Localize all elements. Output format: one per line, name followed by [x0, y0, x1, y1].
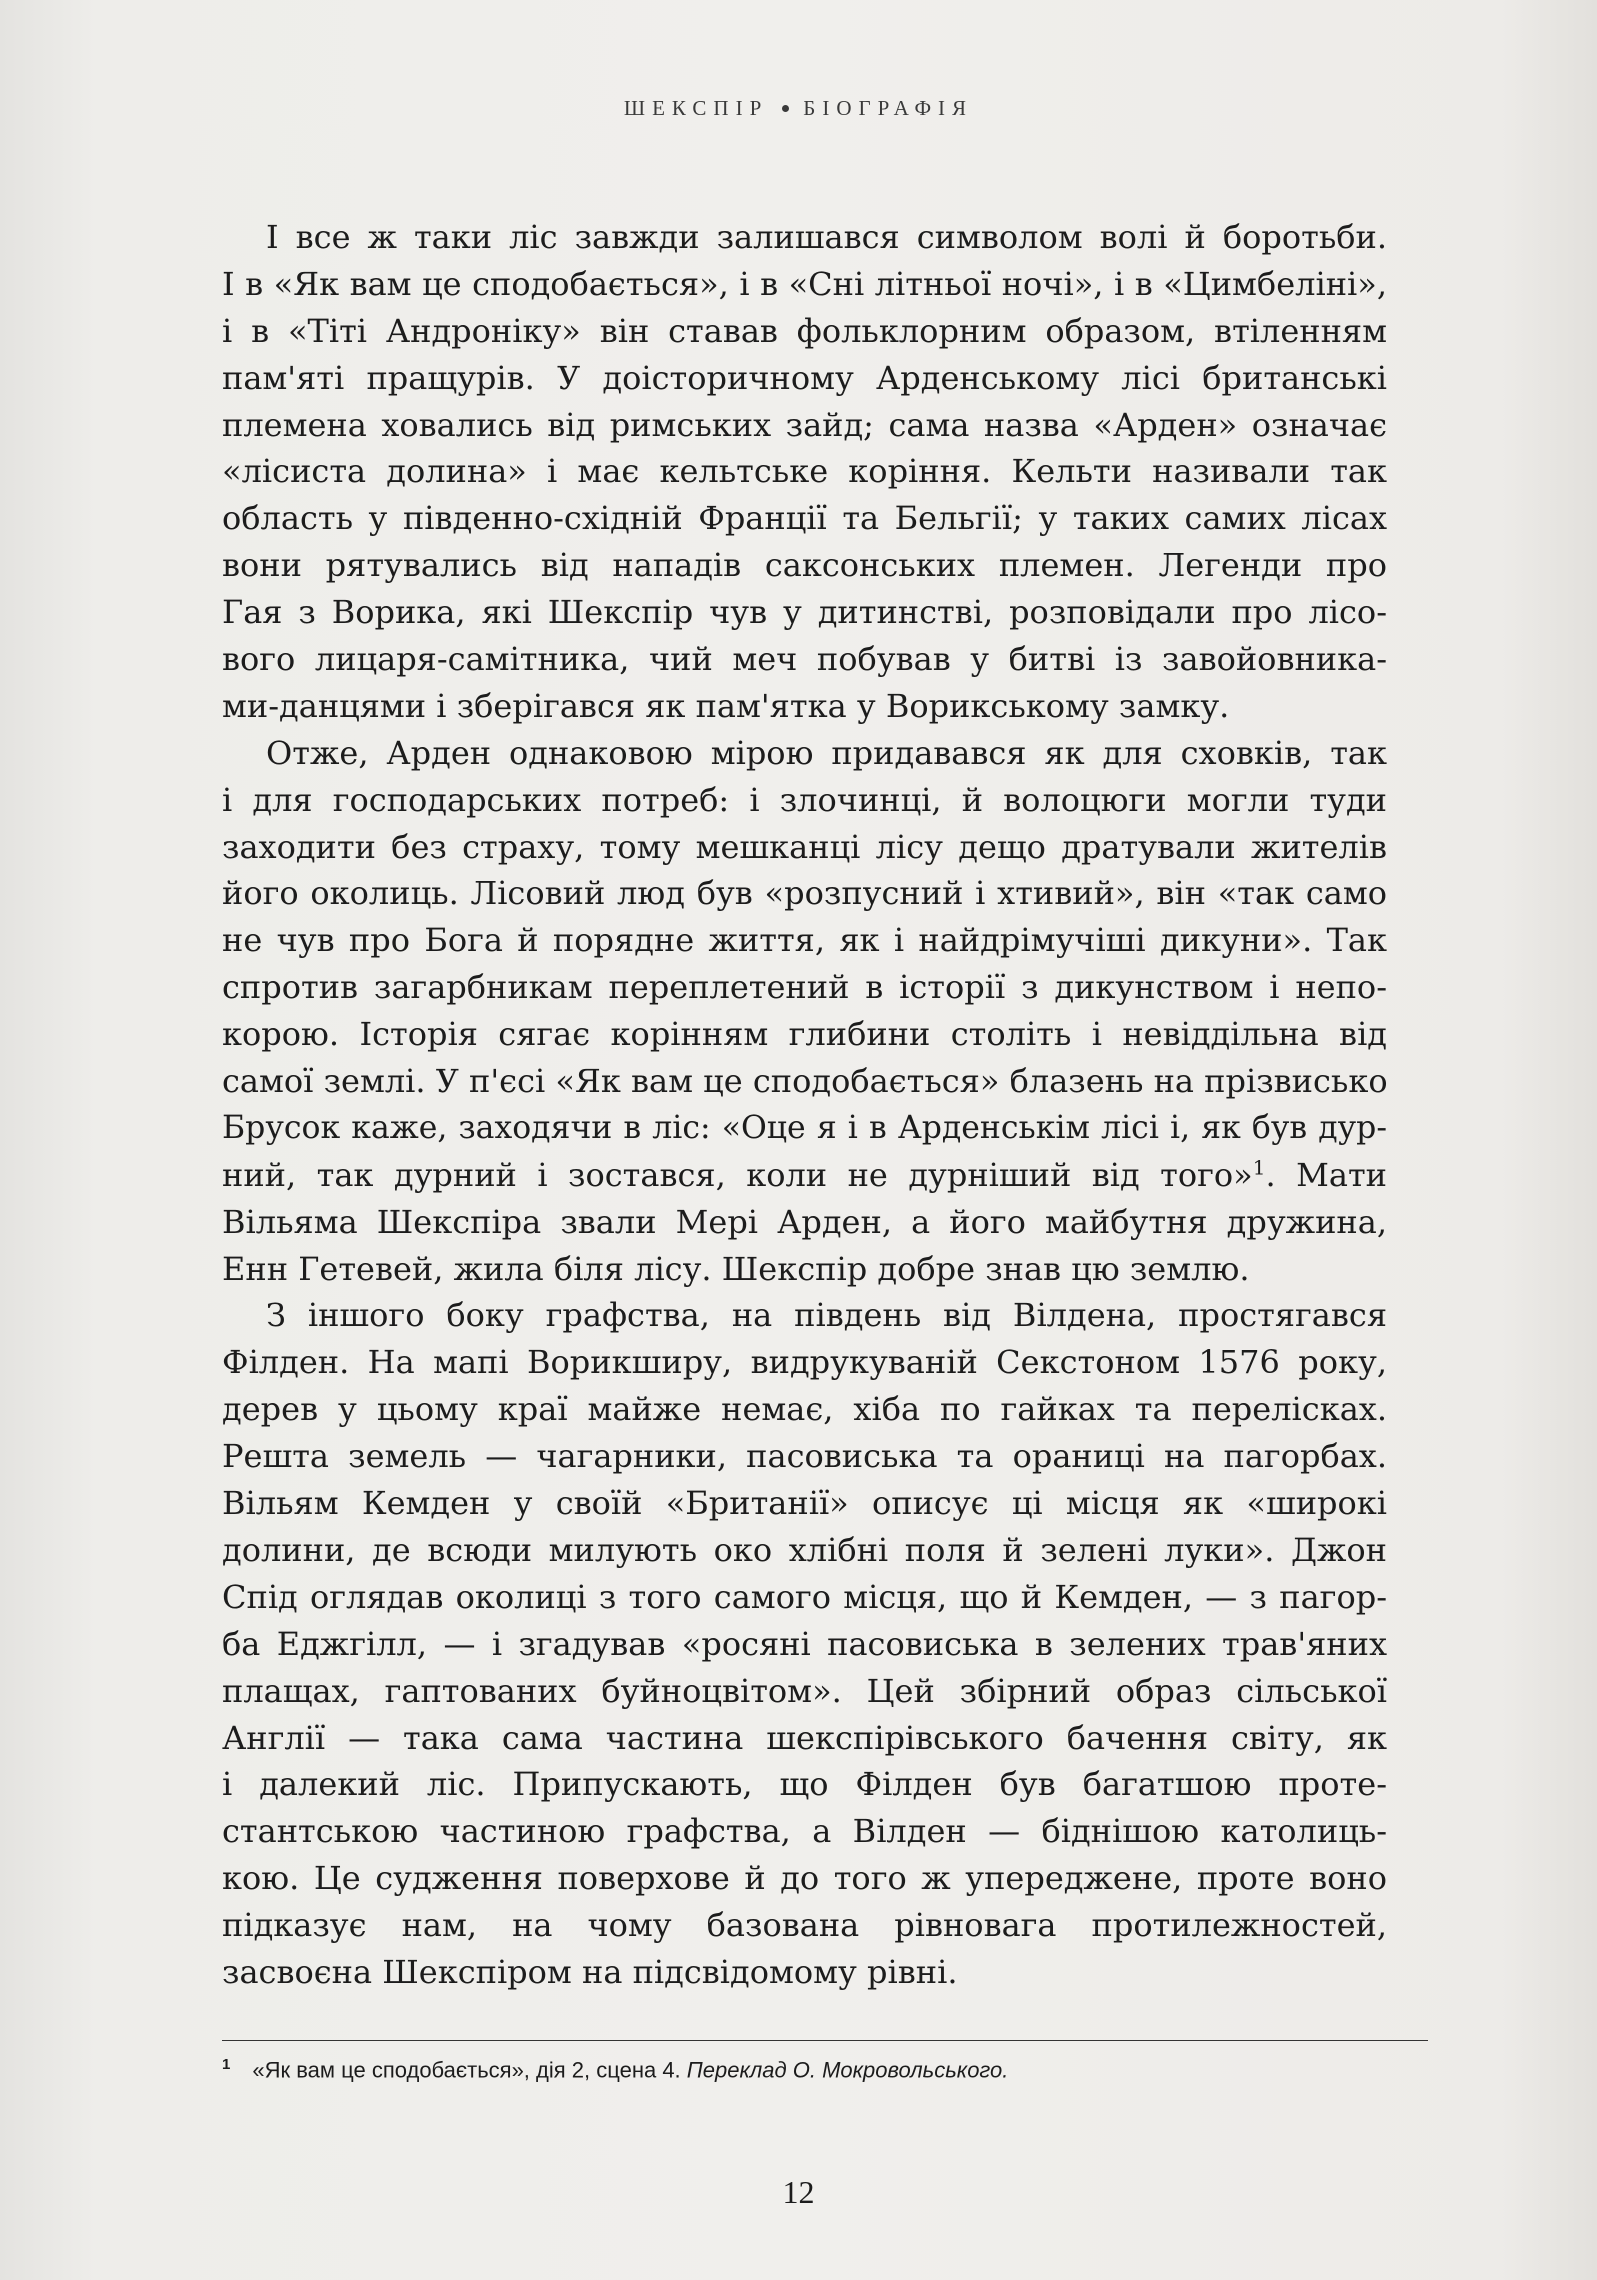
text-line: «лісиста долина» і має кельтське коріння. Кельти називали так: [222, 452, 1387, 491]
text-line: область у південно-східній Франції та Бельгії; у таких самих лісах: [222, 499, 1387, 538]
text-line: плащах, гаптованих буйноцвітом». Цей збірний образ сільської: [222, 1671, 1387, 1710]
text-fragment: ний, так дурний і зостався, коли не дурніший від того»: [222, 1155, 1253, 1194]
text-line: стантською частиною графства, а Вілден — біднішою католиць-: [222, 1812, 1387, 1851]
text-line: ми-данцями і зберігався як пам'ятка у Ворикському замку.: [222, 686, 1230, 725]
text-line: заходити без страху, тому мешканці лісу дещо дратували жителів: [222, 827, 1387, 866]
text-line: його околиць. Лісовий люд був «розпусний і хтивий», він «так само: [222, 874, 1387, 913]
page-number: 12: [782, 2174, 815, 2210]
text-line: спротив загарбникам переплетений в історії з дикунством і непо-: [222, 968, 1387, 1007]
text-line: З іншого боку графства, на південь від Вілдена, простягався: [266, 1296, 1387, 1335]
paragraph-3: [222, 1292, 1387, 1995]
text-line: Отже, Арден однаковою мірою придавався як для сховків, так: [266, 733, 1387, 772]
footnote-number: 1: [222, 2056, 231, 2073]
text-line: долини, де всюди милують око хлібні поля й зелені луки». Джон: [222, 1530, 1387, 1569]
paragraph-1: [222, 214, 1387, 730]
text-line: племена ховались від римських зайд; сама назва «Арден» означає: [222, 405, 1387, 444]
text-line: Енн Гетевей, жила біля лісу. Шекспір добре знав цю землю.: [222, 1249, 1250, 1288]
text-line: Решта земель — чагарники, пасовиська та ораниці на пагорбах.: [222, 1437, 1387, 1476]
text-line: корою. Історія сягає корінням глибини століть і невіддільна від: [222, 1015, 1387, 1054]
text-line: ба Еджгілл, — і згадував «росяні пасовиська в зелених трав'яних: [222, 1624, 1387, 1663]
text-line: І все ж таки ліс завжди залишався символом волі й боротьби.: [266, 218, 1387, 256]
text-line: кою. Це судження поверхове й до того ж упереджене, проте воно: [222, 1859, 1387, 1898]
text-line: підказує нам, на чому базована рівновага протилежностей,: [222, 1906, 1387, 1945]
footnote-reference[interactable]: 1: [1252, 1155, 1266, 1180]
text-line: Філден. На мапі Ворикширу, видрукуваній Секстоном 1576 року,: [222, 1343, 1387, 1382]
text-line: дерев у цьому краї майже немає, хіба по гайках та перелісках.: [222, 1390, 1387, 1429]
text-line: і в «Тіті Андроніку» він ставав фольклорним образом, втіленням: [222, 311, 1387, 350]
footnote-text: «Як вам це сподобається», дія 2, сцена 4.: [252, 2057, 681, 2083]
paragraph-2: [222, 730, 1387, 1293]
text-line: пам'яті пращурів. У доісторичному Арденському лісі британські: [222, 358, 1387, 397]
running-head: [0, 96, 1597, 121]
text-line: вони рятувались від нападів саксонських племен. Легенди про: [222, 546, 1387, 585]
text-line: самої землі. У п'єсі «Як вам це сподобається» блазень на прізвисько: [222, 1062, 1388, 1101]
running-head-title: БІОГРАФІЯ: [803, 96, 974, 120]
footnote-translator: Переклад О. Мокровольського.: [686, 2057, 1009, 2083]
text-line: вого лицаря-самітника, чий меч побував у битві із завойовника-: [222, 640, 1387, 679]
text-line: Спід оглядав околиці з того самого місця, що й Кемден, — з пагор-: [222, 1577, 1387, 1616]
text-line: засвоєна Шекспіром на підсвідомому рівні.: [222, 1952, 958, 1991]
footnote: [222, 2056, 1382, 2083]
text-line-with-footnote: [222, 1152, 1387, 1199]
text-line: і далекий ліс. Припускають, що Філден був багатшою проте-: [222, 1765, 1387, 1804]
text-line: Вільям Кемден у своїй «Британії» описує ці місця як «широкі: [222, 1484, 1387, 1523]
text-line: Гая з Ворика, які Шекспір чув у дитинстві, розповідали про лісо-: [222, 593, 1387, 632]
text-line: Вільяма Шекспіра звали Мері Арден, а його майбутня дружина,: [222, 1202, 1387, 1241]
text-line: і для господарських потреб: і злочинці, й волоцюги могли туди: [222, 780, 1387, 819]
body-text: [222, 214, 1387, 1996]
footnote-divider: [222, 2040, 1428, 2041]
text-fragment: . Мати: [1265, 1155, 1388, 1194]
text-line: Англії — така сама частина шекспірівського бачення світу, як: [222, 1718, 1387, 1757]
text-line: І в «Як вам це сподобається», і в «Сні літньої ночі», і в «Цимбеліні»,: [222, 264, 1387, 303]
running-head-author: ШЕКСПІР: [623, 96, 769, 120]
text-line: не чув про Бога й порядне життя, як і найдрімучіші дикуни». Так: [222, 921, 1387, 960]
separator-dot-icon: [782, 105, 789, 112]
text-line: Брусок каже, заходячи в ліс: «Оце я і в Арденськім лісі і, як був дур-: [222, 1109, 1387, 1146]
